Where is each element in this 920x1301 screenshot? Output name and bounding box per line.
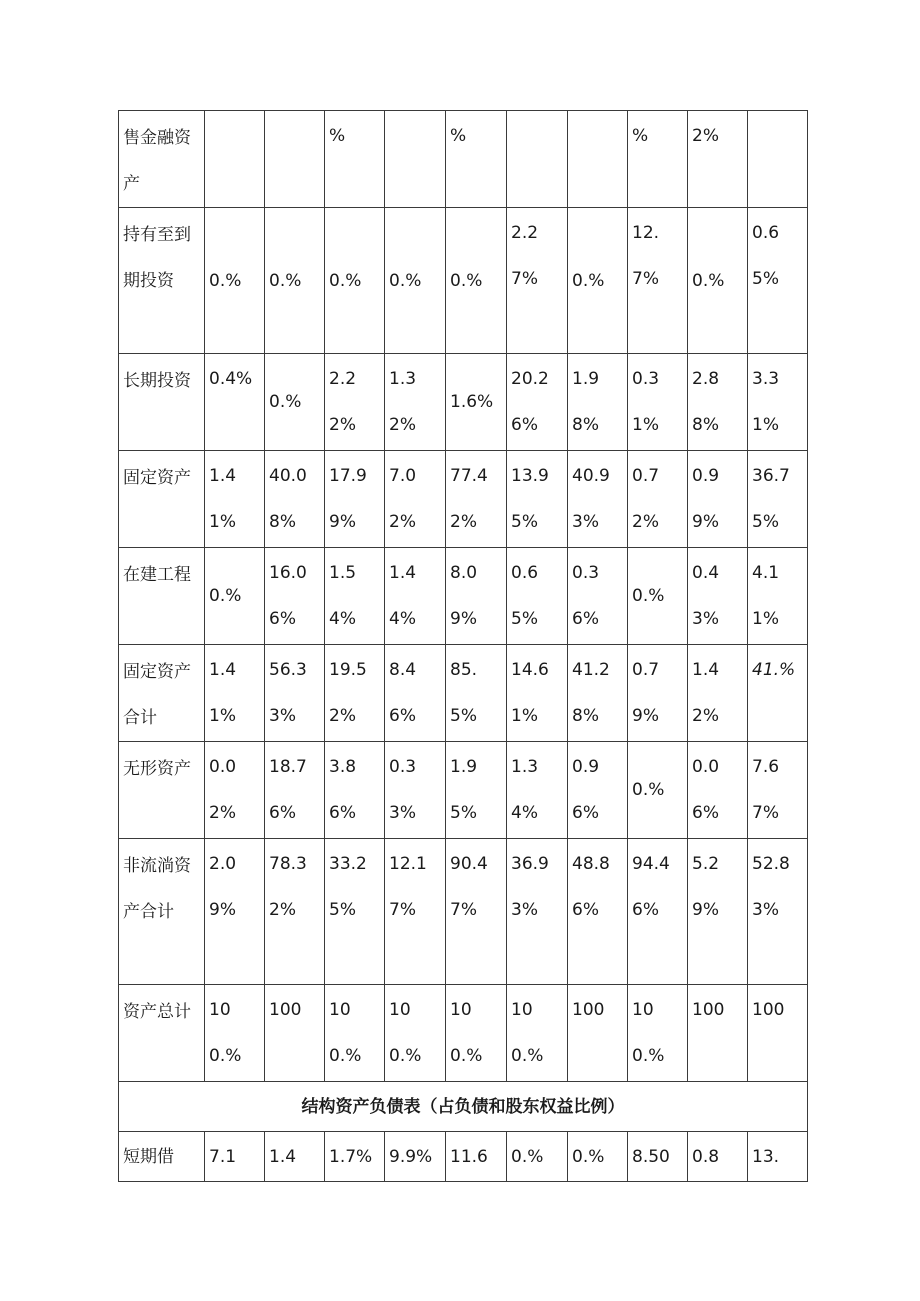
table-cell: 100.%: [385, 985, 446, 1082]
table-row: [119, 354, 808, 451]
table-cell: 7.1: [205, 1132, 265, 1182]
table-cell: 0.%: [205, 208, 265, 354]
table-cell: 36.93%: [507, 839, 568, 985]
table-cell: 12.17%: [385, 839, 446, 985]
table-cell: 4.11%: [748, 548, 808, 645]
table-cell: 100.%: [446, 985, 507, 1082]
table-cell: 1.44%: [385, 548, 446, 645]
table-cell: 0.%: [385, 208, 446, 354]
table-cell: 33.25%: [325, 839, 385, 985]
table-cell: 0.33%: [385, 742, 446, 839]
row-label: 短期借: [119, 1132, 205, 1182]
table-cell: 0.31%: [628, 354, 688, 451]
table-cell: %: [325, 111, 385, 208]
table-cell: 41.28%: [568, 645, 628, 742]
table-cell: 56.33%: [265, 645, 325, 742]
table-cell: 0.%: [325, 208, 385, 354]
table-cell: 2.22%: [325, 354, 385, 451]
table-cell: 1.34%: [507, 742, 568, 839]
table-cell: 2.27%: [507, 208, 568, 354]
balance-structure-table: [118, 110, 808, 1182]
table-cell: 1.32%: [385, 354, 446, 451]
table-cell: 11.6: [446, 1132, 507, 1182]
table-cell: 0.06%: [688, 742, 748, 839]
table-cell: 0.%: [205, 548, 265, 645]
row-label: 非流淌资产合计: [119, 839, 205, 985]
table-cell: 100.%: [205, 985, 265, 1082]
table-cell: 36.75%: [748, 451, 808, 548]
table-cell: 100: [265, 985, 325, 1082]
table-cell: 19.52%: [325, 645, 385, 742]
table-cell: 40.93%: [568, 451, 628, 548]
table-cell: 14.61%: [507, 645, 568, 742]
table-cell: 2%: [688, 111, 748, 208]
table-cell: 77.42%: [446, 451, 507, 548]
table-cell: 0.43%: [688, 548, 748, 645]
table-cell: 8.50: [628, 1132, 688, 1182]
table-cell: 0.%: [265, 354, 325, 451]
table-cell: 0.99%: [688, 451, 748, 548]
table-cell: [385, 111, 446, 208]
table-cell: 0.02%: [205, 742, 265, 839]
table-cell: 0.4%: [205, 354, 265, 451]
table-cell: 1.98%: [568, 354, 628, 451]
table-cell: 13.95%: [507, 451, 568, 548]
table-row: [119, 645, 808, 742]
table-cell: 0.%: [568, 1132, 628, 1182]
table-cell: 3.31%: [748, 354, 808, 451]
table-cell: 0.8: [688, 1132, 748, 1182]
row-label: 固定资产合计: [119, 645, 205, 742]
table-row: [119, 548, 808, 645]
table-cell: 0.%: [446, 208, 507, 354]
table-cell: 1.41%: [205, 645, 265, 742]
row-label: 固定资产: [119, 451, 205, 548]
table-cell: 100: [568, 985, 628, 1082]
row-label: 长期投资: [119, 354, 205, 451]
table-cell: 100: [688, 985, 748, 1082]
table-cell: 0.%: [507, 1132, 568, 1182]
row-label: 无形资产: [119, 742, 205, 839]
table-cell: 94.46%: [628, 839, 688, 985]
table-cell: 3.86%: [325, 742, 385, 839]
table-cell: 1.42%: [688, 645, 748, 742]
table-cell: 2.88%: [688, 354, 748, 451]
table-cell: 0.%: [688, 208, 748, 354]
table-cell: 40.08%: [265, 451, 325, 548]
table-cell: 1.54%: [325, 548, 385, 645]
table-body: [119, 111, 808, 1182]
table-cell: 0.79%: [628, 645, 688, 742]
table-row: [119, 1132, 808, 1182]
table-row: [119, 985, 808, 1082]
table-cell: 100.%: [507, 985, 568, 1082]
table-row: [119, 839, 808, 985]
table-cell: 41.%: [748, 645, 808, 742]
table-cell: 0.%: [628, 548, 688, 645]
row-label: 资产总计: [119, 985, 205, 1082]
table-row: [119, 451, 808, 548]
table-cell: [748, 111, 808, 208]
table-cell: 1.95%: [446, 742, 507, 839]
table-cell: 20.26%: [507, 354, 568, 451]
table-cell: [507, 111, 568, 208]
table-cell: %: [628, 111, 688, 208]
table-row: [119, 208, 808, 354]
table-cell: 100.%: [325, 985, 385, 1082]
table-cell: 8.09%: [446, 548, 507, 645]
table-cell: 48.86%: [568, 839, 628, 985]
row-label: 持有至到期投资: [119, 208, 205, 354]
table-cell: 90.47%: [446, 839, 507, 985]
table-cell: 0.72%: [628, 451, 688, 548]
table-cell: 85.5%: [446, 645, 507, 742]
table-cell: 0.%: [628, 742, 688, 839]
table-cell: 16.06%: [265, 548, 325, 645]
table-cell: 1.41%: [205, 451, 265, 548]
table-cell: 12.7%: [628, 208, 688, 354]
table-cell: 13.: [748, 1132, 808, 1182]
table-cell: 1.4: [265, 1132, 325, 1182]
row-label: 售金融资产: [119, 111, 205, 208]
table-cell: [265, 111, 325, 208]
table-cell: [568, 111, 628, 208]
table-cell: [205, 111, 265, 208]
table-cell: 7.67%: [748, 742, 808, 839]
table-cell: 7.02%: [385, 451, 446, 548]
row-label: 在建工程: [119, 548, 205, 645]
table-cell: 1.6%: [446, 354, 507, 451]
table-cell: 0.36%: [568, 548, 628, 645]
table-cell: 0.65%: [507, 548, 568, 645]
table-cell: 0.%: [265, 208, 325, 354]
table-cell: 8.46%: [385, 645, 446, 742]
table-cell: 100.%: [628, 985, 688, 1082]
section-title: 结构资产负债表（占负债和股东权益比例）: [119, 1082, 808, 1132]
table-cell: 9.9%: [385, 1132, 446, 1182]
table-cell: 0.96%: [568, 742, 628, 839]
table-cell: 0.%: [568, 208, 628, 354]
table-cell: 1.7%: [325, 1132, 385, 1182]
table-cell: %: [446, 111, 507, 208]
section-row: [119, 1082, 808, 1132]
table-row: [119, 742, 808, 839]
table-cell: 52.83%: [748, 839, 808, 985]
table-cell: 5.29%: [688, 839, 748, 985]
table-row: [119, 111, 808, 208]
table-cell: 18.76%: [265, 742, 325, 839]
table-cell: 0.65%: [748, 208, 808, 354]
table-cell: 100: [748, 985, 808, 1082]
table-cell: 17.99%: [325, 451, 385, 548]
table-cell: 2.09%: [205, 839, 265, 985]
table-cell: 78.32%: [265, 839, 325, 985]
